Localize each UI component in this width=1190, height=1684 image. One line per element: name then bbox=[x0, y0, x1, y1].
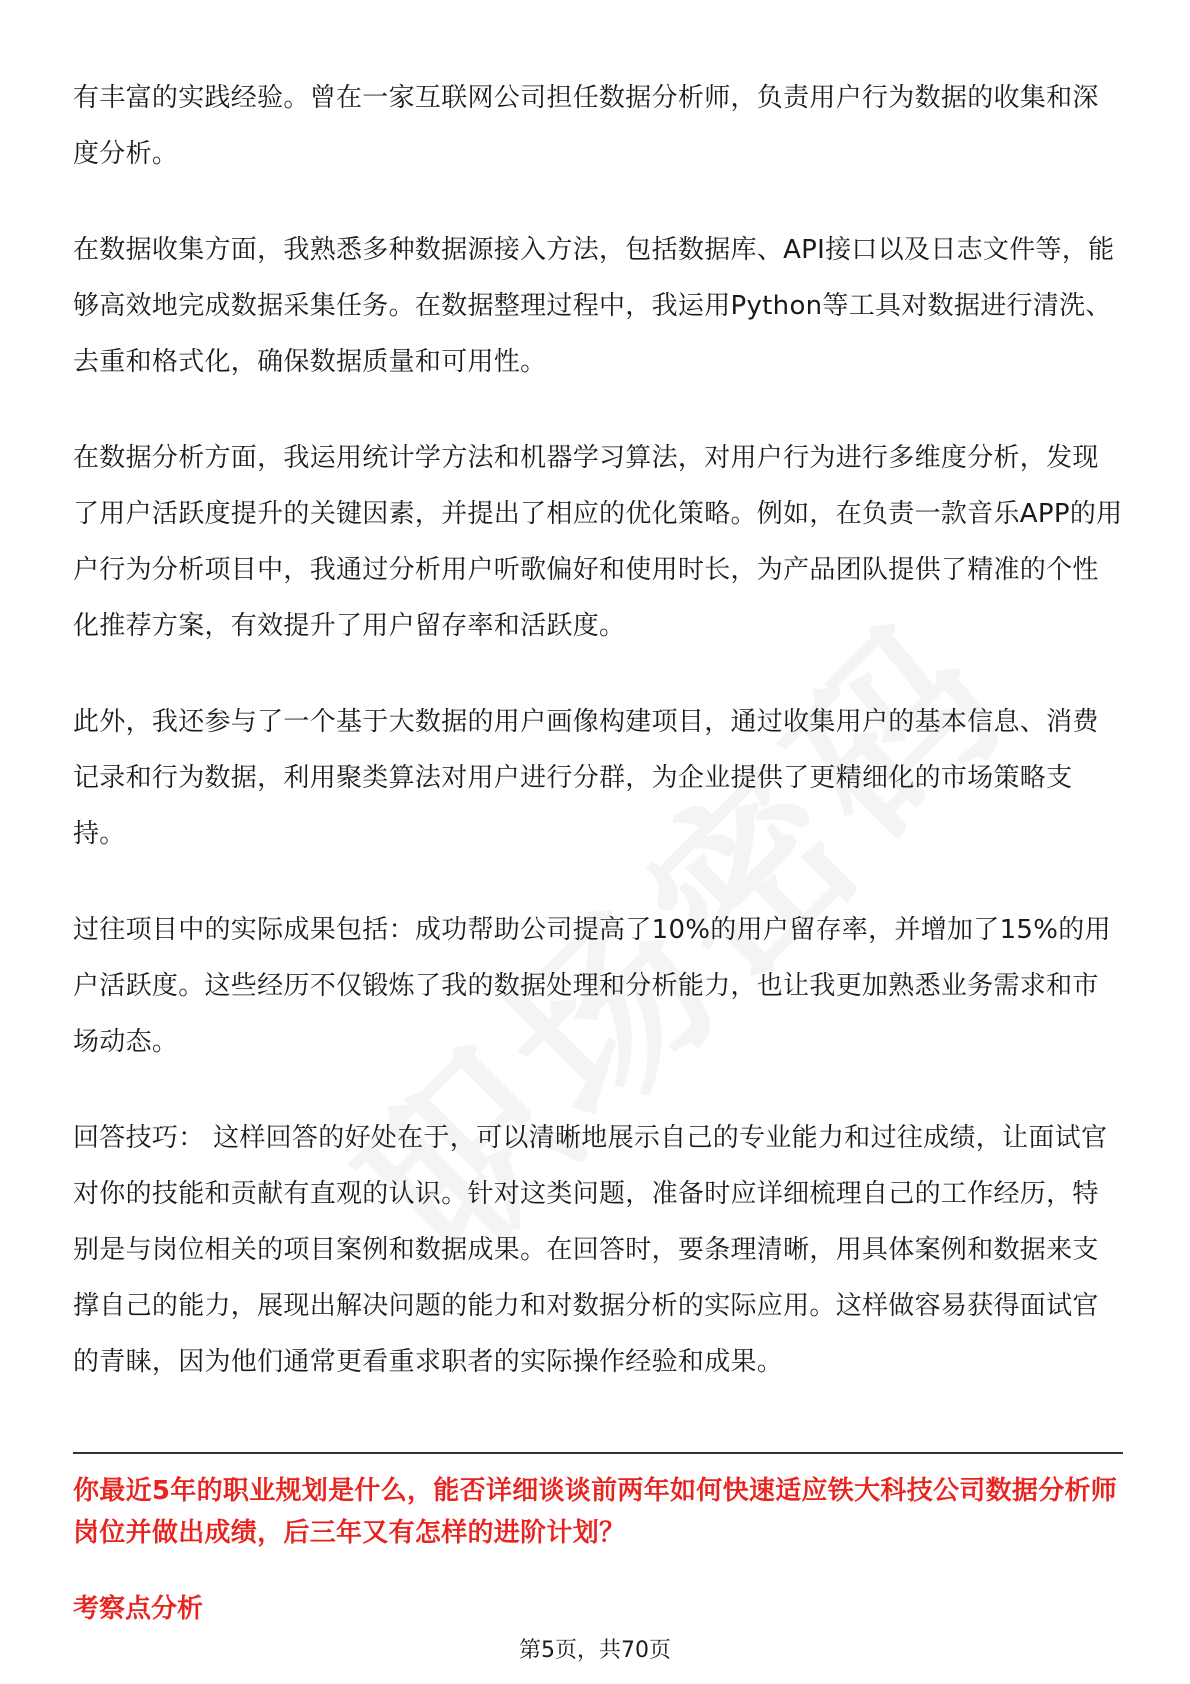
body-content bbox=[73, 70, 1123, 1430]
paragraph-user-profiling: 此外，我还参与了一个基于大数据的用户画像构建项目，通过收集用户的基本信息、消费记录和行为数据，利用聚类算法对用户进行分群，为企业提供了更精细化的市场策略支持。 bbox=[73, 707, 1099, 849]
paragraph-data-analysis: 在数据分析方面，我运用统计学方法和机器学习算法，对用户行为进行多维度分析，发现了用户活跃度提升的关键因素，并提出了相应的优化策略。例如，在负责一款音乐APP的用户行为分析项目中，我通过分析用户听歌偏好和使用时长，为产品团队提供了精准的个性化推荐方案，有效提升了用户留存率和活跃度。 bbox=[73, 443, 1123, 641]
analysis-heading: 考察点分析 bbox=[73, 1594, 204, 1624]
interview-question: 你最近5年的职业规划是什么，能否详细谈谈前两年如何快速适应铁大科技公司数据分析师岗位并做出成绩，后三年又有怎样的进阶计划？ bbox=[73, 1476, 1118, 1548]
paragraph-data-collection: 在数据收集方面，我熟悉多种数据源接入方法，包括数据库、API接口以及日志文件等，能够高效地完成数据采集任务。在数据整理过程中，我运用Python等工具对数据进行清洗、去重和格式化，确保数据质量和可用性。 bbox=[73, 235, 1115, 377]
paragraph-results: 过往项目中的实际成果包括：成功帮助公司提高了10%的用户留存率，并增加了15%的用户活跃度。这些经历不仅锻炼了我的数据处理和分析能力，也让我更加熟悉业务需求和市场动态。 bbox=[73, 915, 1111, 1057]
section-divider bbox=[73, 1452, 1123, 1454]
paragraph-answer-tips: 回答技巧： 这样回答的好处在于，可以清晰地展示自己的专业能力和过往成绩，让面试官对你的技能和贡献有直观的认识。针对这类问题，准备时应详细梳理自己的工作经历，特别是与岗位相关的项目案例和数据成果。在回答时，要条理清晰，用具体案例和数据来支撑自己的能力，展现出解决问题的能力和对数据分析的实际应用。这样做容易获得面试官的青睐，因为他们通常更看重求职者的实际操作经验和成果。 bbox=[73, 1123, 1108, 1377]
paragraph-experience-intro: 有丰富的实践经验。曾在一家互联网公司担任数据分析师，负责用户行为数据的收集和深度分析。 bbox=[73, 83, 1099, 169]
page-footer: 第5页，共70页 bbox=[519, 1638, 671, 1663]
